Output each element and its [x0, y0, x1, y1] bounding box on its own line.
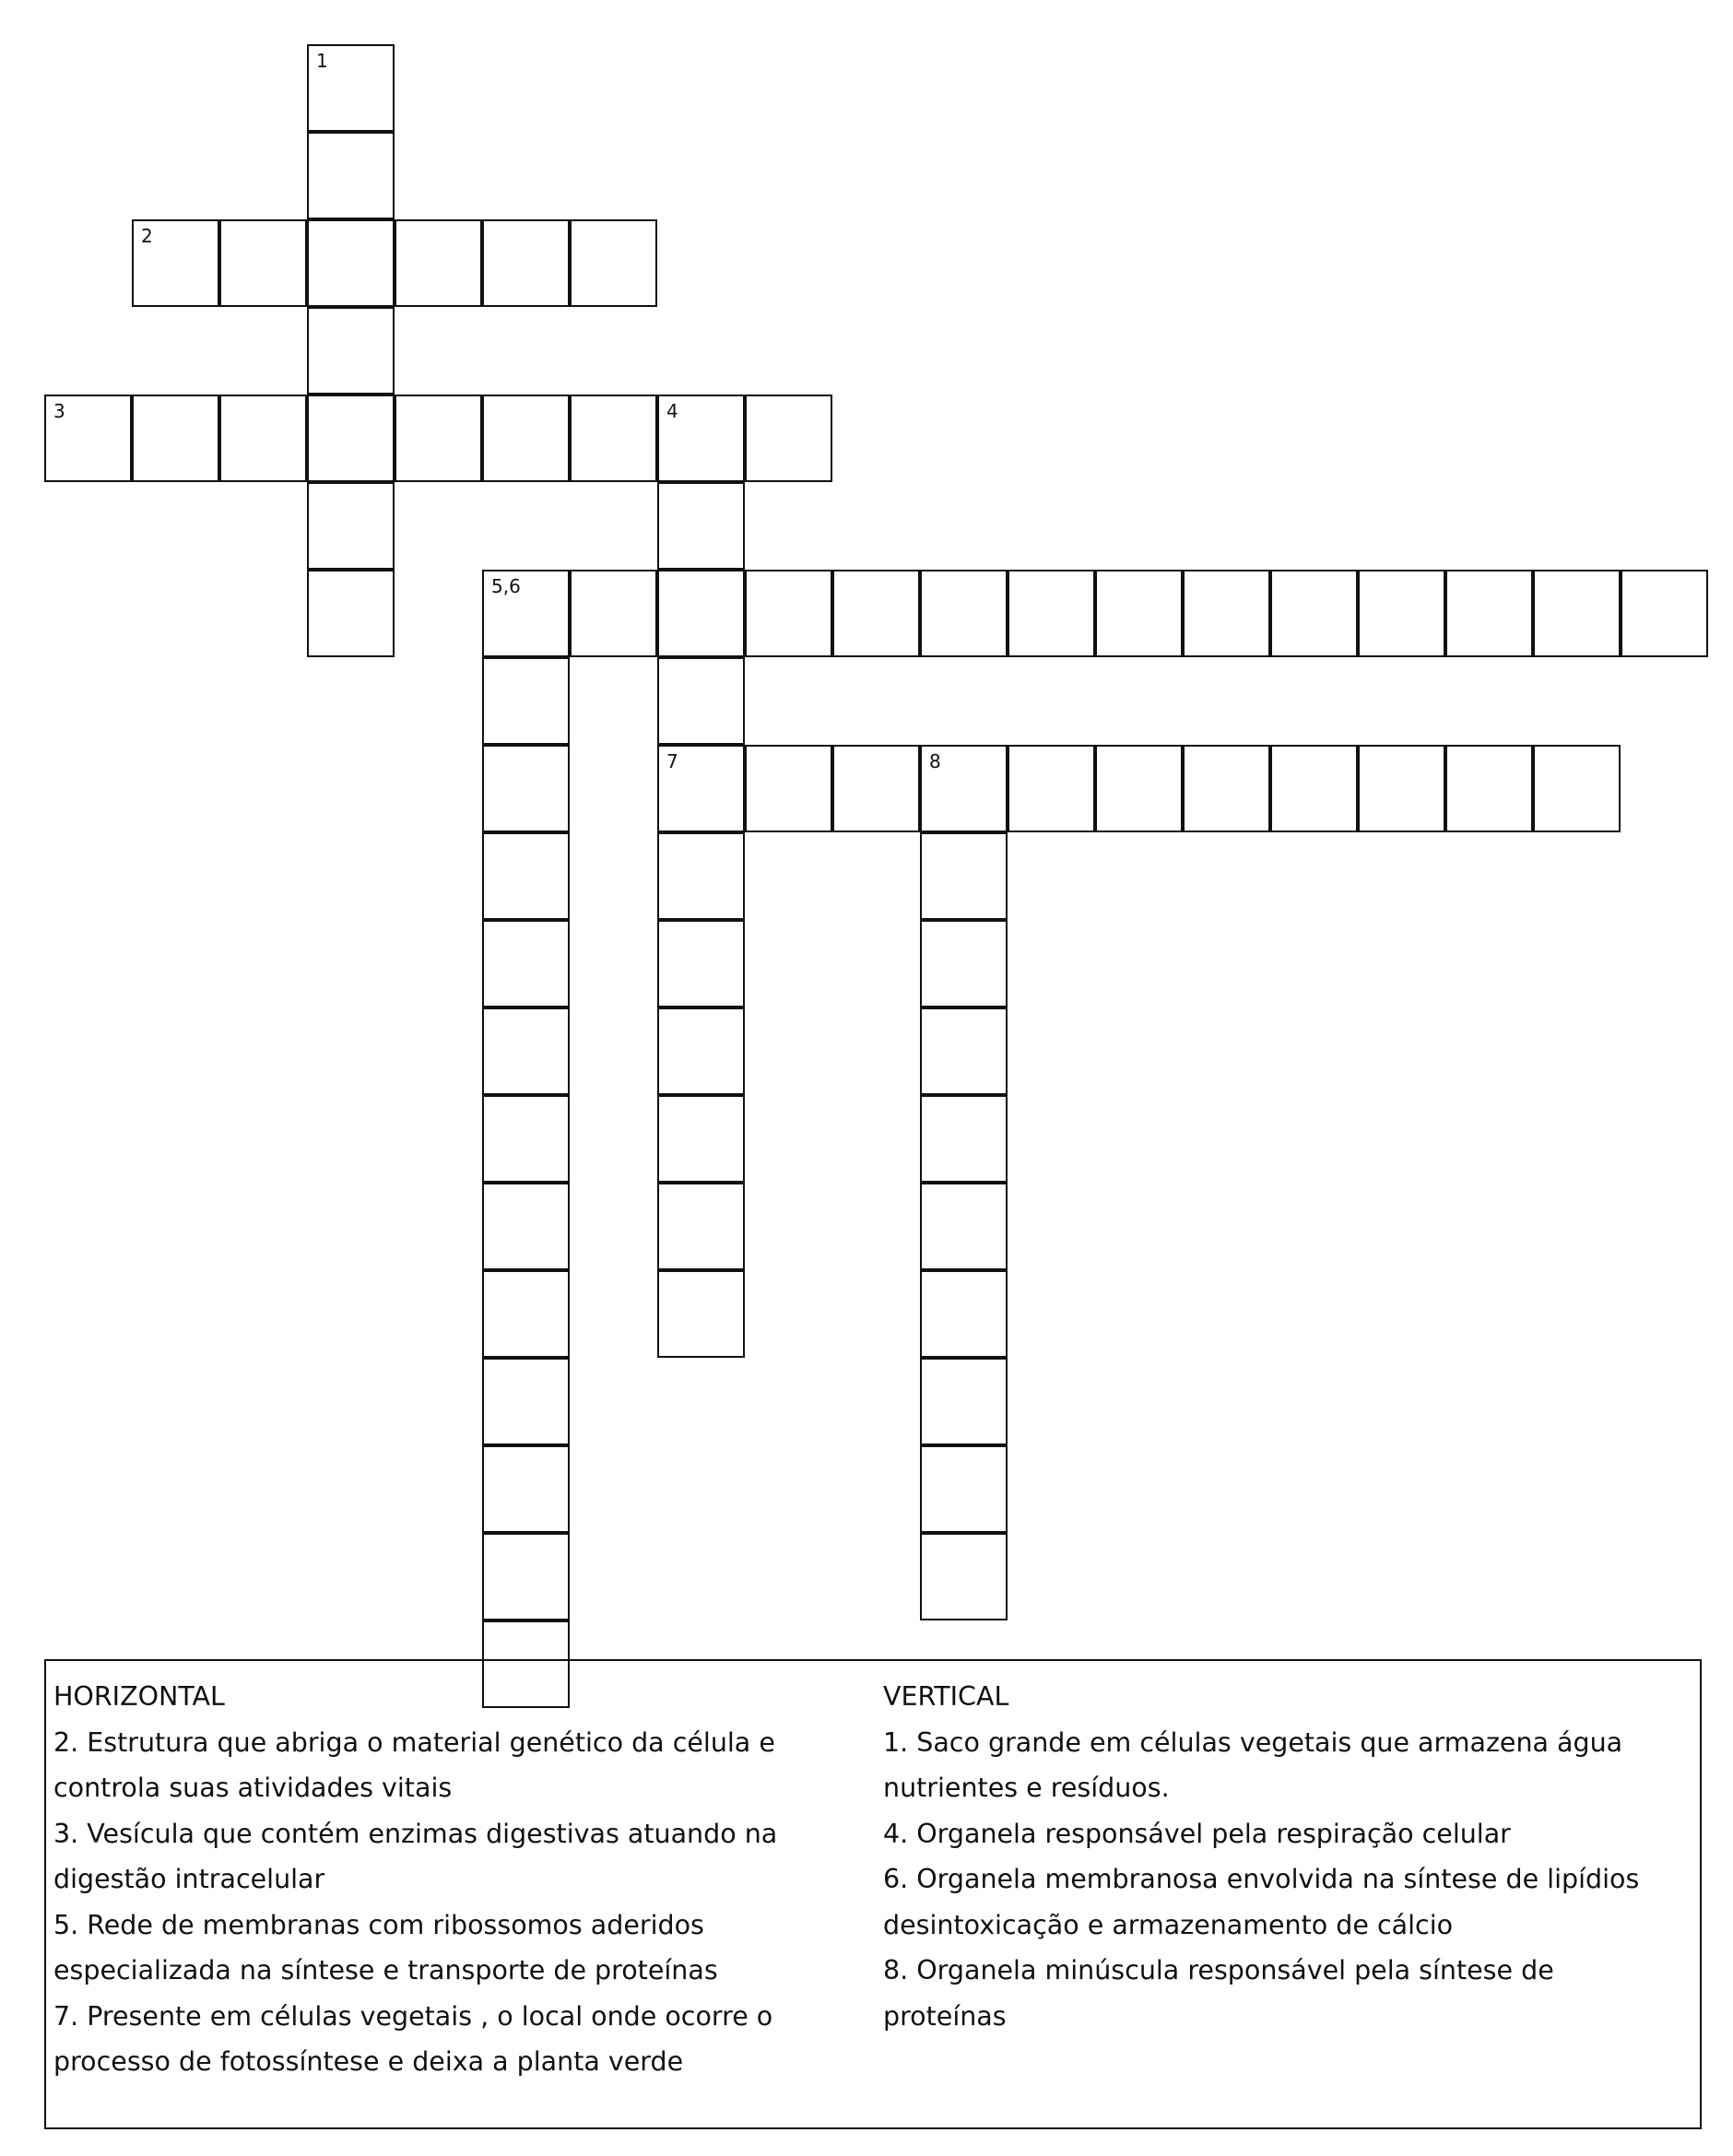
- vertical-clue-8: 8. Organela minúscula responsável pela síntese de proteínas: [883, 1955, 1554, 2032]
- crossword-cell[interactable]: [1095, 745, 1183, 832]
- clue-number: 3: [53, 400, 65, 422]
- crossword-cell[interactable]: [832, 570, 920, 657]
- crossword-cell[interactable]: [920, 1007, 1008, 1095]
- crossword-cell[interactable]: [1008, 745, 1095, 832]
- crossword-cell[interactable]: [482, 395, 570, 482]
- horizontal-heading: HORIZONTAL: [53, 1681, 225, 1712]
- horizontal-clue-5: 5. Rede de membranas com ribossomos aderidos especializada na síntese e transporte de proteínas: [53, 1909, 718, 1985]
- crossword-cell[interactable]: [1621, 570, 1708, 657]
- crossword-cell[interactable]: [307, 219, 395, 307]
- crossword-cell[interactable]: [482, 657, 570, 745]
- crossword-cell[interactable]: [570, 219, 657, 307]
- crossword-cell[interactable]: [307, 307, 395, 395]
- crossword-cell[interactable]: [482, 920, 570, 1007]
- crossword-cell[interactable]: [920, 570, 1008, 657]
- crossword-cell[interactable]: [1095, 570, 1183, 657]
- crossword-cell[interactable]: [482, 1183, 570, 1270]
- vertical-clue-6: 6. Organela membranosa envolvida na síntese de lipídios desintoxicação e armazenamento de cálcio: [883, 1864, 1640, 1940]
- crossword-cell[interactable]: [657, 1095, 745, 1183]
- crossword-cell[interactable]: [482, 1095, 570, 1183]
- crossword-cell[interactable]: [307, 44, 395, 132]
- crossword-cell[interactable]: [832, 745, 920, 832]
- crossword-cell[interactable]: [657, 570, 745, 657]
- crossword-cell[interactable]: [657, 1183, 745, 1270]
- crossword-cell[interactable]: [920, 1270, 1008, 1358]
- crossword-cell[interactable]: [307, 570, 395, 657]
- crossword-cell[interactable]: [570, 395, 657, 482]
- crossword-cell[interactable]: [307, 482, 395, 570]
- crossword-cell[interactable]: [745, 745, 832, 832]
- clue-number: 7: [666, 750, 678, 772]
- crossword-cell[interactable]: [920, 1445, 1008, 1533]
- crossword-cell[interactable]: [44, 395, 132, 482]
- crossword-cell[interactable]: [920, 745, 1008, 832]
- crossword-cell[interactable]: [745, 395, 832, 482]
- crossword-cell[interactable]: [482, 1007, 570, 1095]
- vertical-clue-1: 1. Saco grande em células vegetais que armazena água nutrientes e resíduos.: [883, 1726, 1623, 1803]
- crossword-cell[interactable]: [1445, 570, 1533, 657]
- crossword-cell[interactable]: [219, 395, 307, 482]
- crossword-cell[interactable]: [482, 745, 570, 832]
- crossword-cell[interactable]: [132, 219, 219, 307]
- clue-number: 2: [141, 225, 153, 247]
- crossword-cell[interactable]: [1358, 745, 1445, 832]
- crossword-cell[interactable]: [1533, 745, 1621, 832]
- horizontal-clue-7: 7. Presente em células vegetais , o local onde ocorre o processo de fotossíntese e deixa a planta verde: [53, 2000, 773, 2077]
- clues-box: [44, 1659, 1702, 2129]
- crossword-cell[interactable]: [1533, 570, 1621, 657]
- vertical-clue-4: 4. Organela responsável pela respiração celular: [883, 1818, 1511, 1849]
- crossword-cell[interactable]: [920, 1533, 1008, 1620]
- crossword-cell[interactable]: [482, 570, 570, 657]
- crossword-cell[interactable]: [657, 482, 745, 570]
- crossword-cell[interactable]: [482, 832, 570, 920]
- crossword-cell[interactable]: [132, 395, 219, 482]
- horizontal-clues: [53, 1674, 883, 2085]
- crossword-cell[interactable]: [482, 1533, 570, 1620]
- crossword-cell[interactable]: [1445, 745, 1533, 832]
- crossword-cell[interactable]: [482, 1270, 570, 1358]
- crossword-cell[interactable]: [920, 832, 1008, 920]
- crossword-cell[interactable]: [1183, 570, 1270, 657]
- crossword-cell[interactable]: [570, 570, 657, 657]
- vertical-heading: VERTICAL: [883, 1681, 1009, 1712]
- crossword-cell[interactable]: [307, 395, 395, 482]
- crossword-cell[interactable]: [920, 1095, 1008, 1183]
- crossword-cell[interactable]: [657, 920, 745, 1007]
- vertical-clues: [883, 1674, 1676, 2039]
- crossword-cell[interactable]: [1008, 570, 1095, 657]
- horizontal-clue-2: 2. Estrutura que abriga o material genético da célula e controla suas atividades vitais: [53, 1726, 775, 1803]
- crossword-cell[interactable]: [395, 395, 482, 482]
- crossword-cell[interactable]: [920, 1183, 1008, 1270]
- crossword-cell[interactable]: [1270, 745, 1358, 832]
- crossword-cell[interactable]: [1270, 570, 1358, 657]
- crossword-cell[interactable]: [482, 1445, 570, 1533]
- clue-number: 4: [666, 400, 678, 422]
- crossword-cell[interactable]: [1358, 570, 1445, 657]
- horizontal-clue-3: 3. Vesícula que contém enzimas digestivas atuando na digestão intracelular: [53, 1818, 778, 1894]
- crossword-cell[interactable]: [657, 1270, 745, 1358]
- clue-number: 1: [316, 50, 328, 72]
- crossword-cell[interactable]: [920, 920, 1008, 1007]
- crossword-cell[interactable]: [395, 219, 482, 307]
- crossword-cell[interactable]: [219, 219, 307, 307]
- crossword-cell[interactable]: [920, 1358, 1008, 1445]
- crossword-cell[interactable]: [657, 1007, 745, 1095]
- crossword-cell[interactable]: [657, 395, 745, 482]
- clue-number: 8: [929, 750, 941, 772]
- crossword-cell[interactable]: [745, 570, 832, 657]
- crossword-cell[interactable]: [657, 745, 745, 832]
- crossword-cell[interactable]: [657, 657, 745, 745]
- crossword-cell[interactable]: [657, 832, 745, 920]
- clue-number: 5,6: [491, 575, 521, 597]
- crossword-cell[interactable]: [482, 219, 570, 307]
- crossword-cell[interactable]: [307, 132, 395, 219]
- crossword-cell[interactable]: [1183, 745, 1270, 832]
- crossword-cell[interactable]: [482, 1358, 570, 1445]
